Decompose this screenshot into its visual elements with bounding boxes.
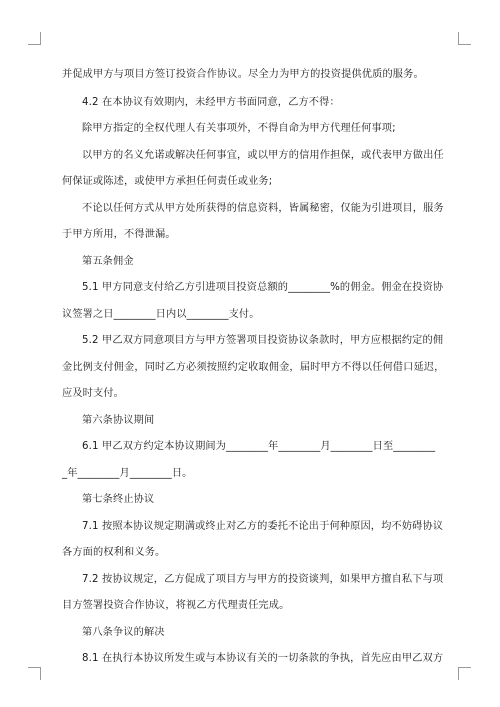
clause-5-1: 5.1 甲方同意支付给乙方引进项目投资总额的________%的佣金。佣金在投资协 — [82, 282, 444, 293]
paragraph-line: 何保证或陈述，或使甲方承担任何责任或业务; — [62, 176, 273, 187]
paragraph-line: 目方签署投资合作协议，将视乙方代理责任完成。 — [62, 600, 290, 611]
crop-mark-top-left — [28, 32, 41, 45]
section-heading-6: 第六条协议期间 — [82, 415, 155, 426]
clause-8-1: 8.1 在执行本协议所发生或与本协议有关的一切条款的争执，首先应由甲乙双方 — [82, 653, 444, 664]
paragraph-line: 并促成甲方与项目方签订投资合作协议。尽全力为甲方的投资提供优质的服务。 — [62, 69, 424, 80]
paragraph-line: 除甲方指定的全权代理人有关事项外，不得自命为甲方代理任何事项; — [82, 123, 396, 134]
section-heading-7: 第七条终止协议 — [82, 494, 155, 505]
crop-mark-bottom-right — [458, 667, 471, 680]
crop-mark-top-right — [458, 32, 471, 45]
paragraph-line: 以甲方的名义允诺或解决任何事宜，或以甲方的信用作担保，或代表甲方做出任 — [82, 150, 444, 161]
paragraph-line: 金比例支付佣金，同时乙方必须按照约定收取佣金，届时甲方不得以任何借口延迟， — [62, 362, 445, 373]
clause-7-1: 7.1 按照本协议规定期满或终止对乙方的委托不论出于何种原因，均不妨碍协议 — [82, 521, 444, 532]
paragraph-line: 于甲方所用，不得泄漏。 — [62, 229, 176, 240]
paragraph-line: _年________月________日。 — [62, 468, 193, 479]
clause-7-2: 7.2 按协议规定，乙方促成了项目方与甲方的投资谈判，如果甲方擅自私下与项 — [82, 574, 444, 585]
paragraph-line: 各方面的权利和义务。 — [62, 547, 166, 558]
section-heading-5: 第五条佣金 — [82, 256, 134, 267]
clause-4-2: 4.2 在本协议有效期内，未经甲方书面同意，乙方不得： — [82, 97, 340, 108]
paragraph-line: 应及时支付。 — [62, 388, 125, 399]
clause-5-2: 5.2 甲乙双方同意项目方与甲方签署项目投资协议条款时，甲方应根据约定的佣 — [82, 335, 444, 346]
paragraph-line: 议签署之日________日内以________支付。 — [62, 309, 260, 320]
crop-mark-bottom-left — [28, 667, 41, 680]
section-heading-8: 第八条争议的解决 — [82, 627, 165, 638]
clause-6-1: 6.1 甲乙双方约定本协议期间为________年________月________日至________ — [82, 441, 436, 452]
paragraph-line: 不论以任何方式从甲方处所获得的信息资料，皆属秘密，仅能为引进项目，服务 — [82, 203, 444, 214]
